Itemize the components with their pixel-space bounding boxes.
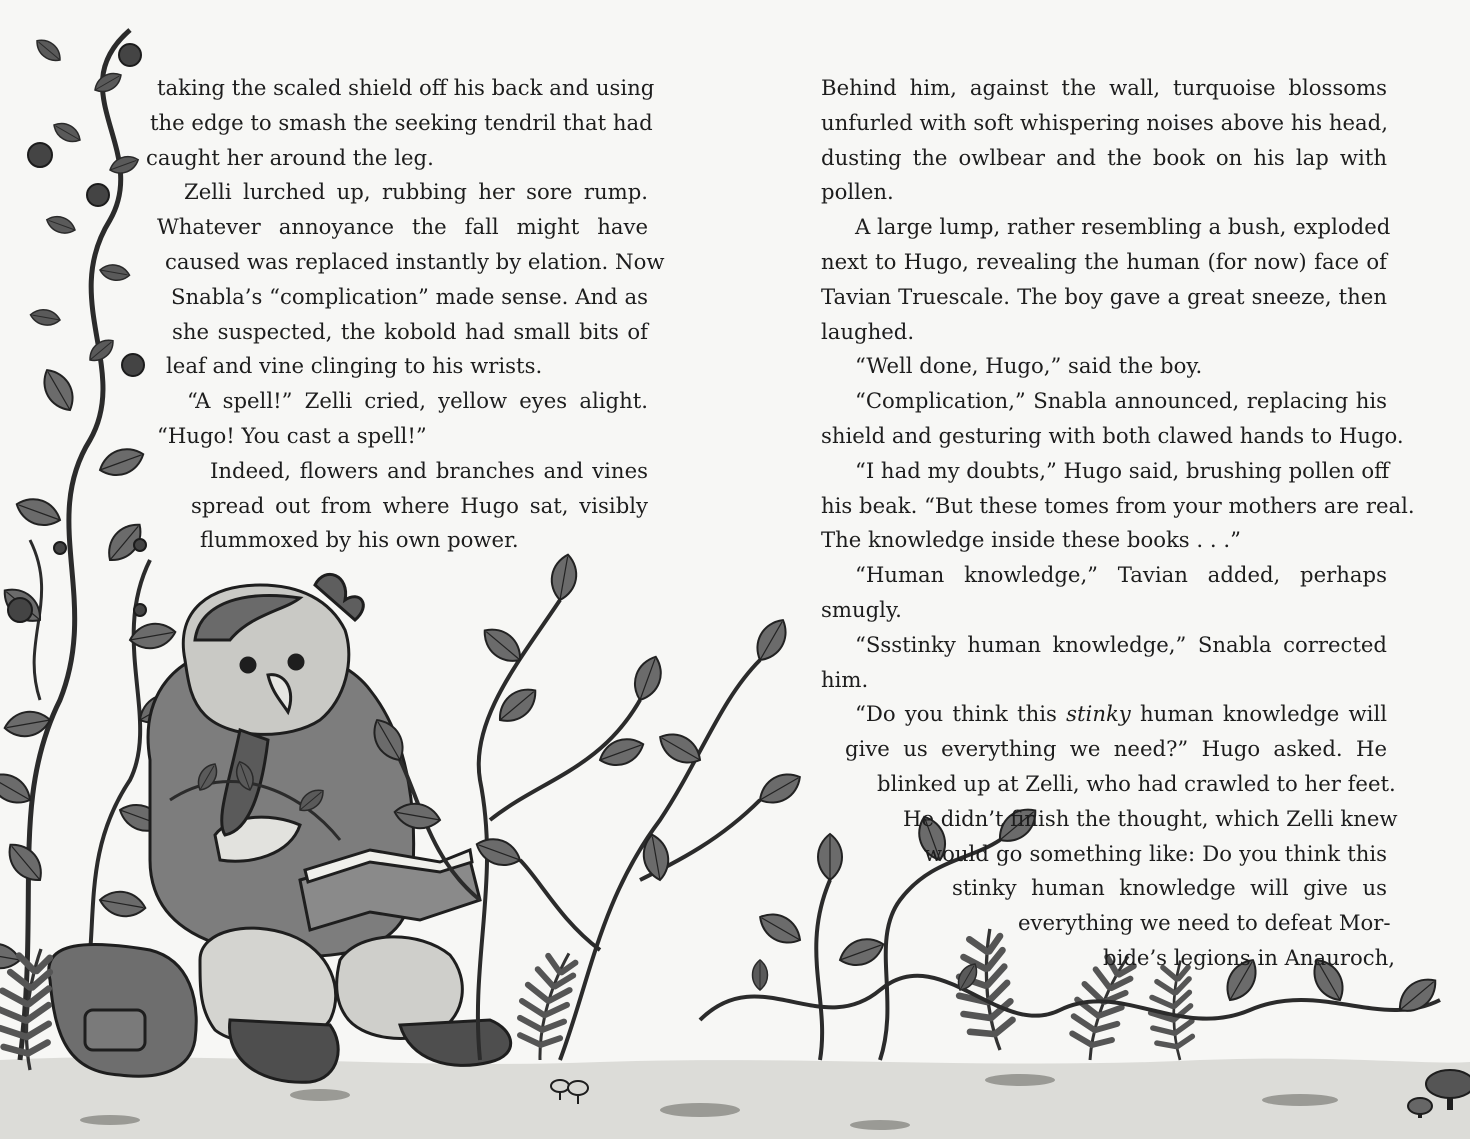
text-line: Snabla’s “complication” made sense. And as [171,283,648,309]
text-line: the edge to smash the seeking tendril that had [150,109,653,135]
text-line: everything we need to defeat Mor- [1018,910,1391,936]
text-line: stinky human knowledge will give us [952,875,1387,901]
text-line: leaf and vine clinging to his wrists. [166,353,543,379]
text-line: Indeed, flowers and branches and vines [210,457,648,483]
text-line: Behind him, against the wall, turquoise blossoms [821,75,1387,100]
text-line: next to Hugo, revealing the human (for now) face of [821,248,1387,274]
text-line: “I had my doubts,” Hugo said, brushing pollen off [855,457,1390,483]
text-line: Tavian Truescale. The boy gave a great sneeze, then [821,283,1387,309]
text-line: taking the scaled shield off his back and using [157,75,655,100]
text-line: laughed. [821,318,915,344]
text-line: Whatever annoyance the fall might have [157,214,648,240]
text-line: caught her around the leg. [146,144,434,170]
right-page-text [821,71,1415,976]
text-line: shield and gesturing with both clawed hands to Hugo. [821,422,1404,448]
text-line: Zelli lurched up, rubbing her sore rump. [184,179,648,205]
text-line: pollen. [821,179,894,205]
text-line: “Well done, Hugo,” said the boy. [855,353,1203,379]
text-line: “Human knowledge,” Tavian added, perhaps [855,562,1387,588]
text-line: “Hugo! You cast a spell!” [157,422,427,448]
text-line: smugly. [821,596,902,622]
text-line: “Ssstinky human knowledge,” Snabla corrected [855,631,1387,657]
text-segment: “Do you think this [855,701,1067,727]
text-line: she suspected, the kobold had small bits of [172,318,648,344]
text-line: A large lump, rather resembling a bush, exploded [855,214,1391,240]
text-line: “Complication,” Snabla announced, replacing his [855,388,1387,414]
text-line: The knowledge inside these books . . .” [821,527,1241,553]
text-line: unfurled with soft whispering noises above his head, [821,109,1388,135]
left-page-text [146,71,665,558]
text-line: bide’s legions in Anauroch, [1103,944,1395,970]
text-line: “A spell!” Zelli cried, yellow eyes alight. [187,388,648,414]
text-line: caused was replaced instantly by elation. Now [165,248,665,274]
text-line: He didn’t finish the thought, which Zelli knew [903,805,1398,831]
text-line: blinked up at Zelli, who had crawled to her feet. [877,770,1396,796]
text-line: dusting the owlbear and the book on his lap with [821,144,1387,170]
text-line: would go something like: Do you think this [924,840,1387,866]
text-line: him. [821,666,869,692]
text-line: his beak. “But these tomes from your mothers are real. [821,492,1415,518]
emphasis-text: stinky [1066,701,1131,727]
text-line [821,697,1387,732]
text-line: give us everything we need?” Hugo asked. He [845,736,1387,762]
text-segment: human knowledge will [1130,701,1387,727]
text-line: spread out from where Hugo sat, visibly [191,492,648,518]
text-line: flummoxed by his own power. [200,527,519,553]
